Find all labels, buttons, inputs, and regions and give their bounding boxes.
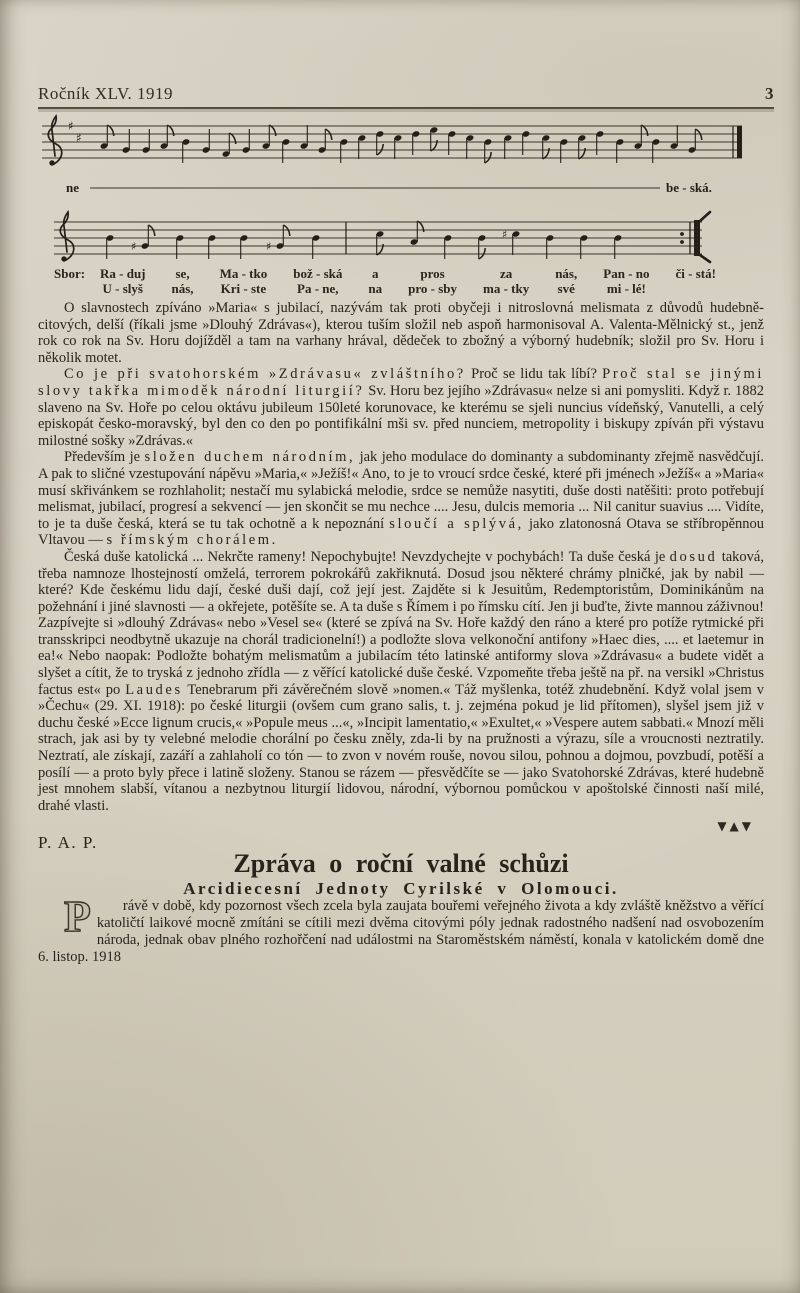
journal-volume-title: Ročník XLV. 1919 xyxy=(38,84,174,103)
choir-lyrics-block xyxy=(54,266,716,296)
choir-lyrics xyxy=(100,266,716,296)
body-text: taková, třeba namnoze lhostejností omželá, terrorem pokrokářů zakřiknutá. Dosud jsou některé chrámy plničké, jak by nabil — které? Kde českému lidu dají, české duši dají, což její jest. Zajděte si k Jesuitům, Redemptoristům, Dominikánům na požehnání i jiné slavnosti — a okřejete, potěšíte se. A ta duše s Římem i po římsku cítí. Jen ji buďte, živte mannou záživnou! Zazpívejte si »dlouhý Zdrávas« nebo »Vesel se« (které se zpívá na Sv. Hoře každý den ráno a které pro potíže rytmické při transskripci neodbytně ukazuje na chorál tradicionelní!) a podložte slova velkonoční antifony »Haec dies, .... et laetemur in ea!« Nebo naopak: Podložte bohatým melismatům a jubilacím této latinské antiformy slova »Zdrávasu« a budete vidět a slyšet a cítit, že to tryská z jednoho zřídla — z věřící katolické duše české. Vzpomeňte třeba ještě na př. na versikl »Christus factus est« po xyxy=(38,548,764,698)
svg-text:♯: ♯ xyxy=(266,240,272,253)
lyric-line-2: nás, xyxy=(171,281,194,296)
choir-label: Sbor: xyxy=(54,266,86,281)
lyric-line-2: na xyxy=(368,281,383,296)
lyric-column xyxy=(603,266,649,296)
article-paragraph xyxy=(38,449,764,549)
page-header xyxy=(38,84,774,109)
lyric-line-1: pros xyxy=(420,266,445,281)
emphasized-text: dosud xyxy=(669,548,718,565)
emphasized-text: složen duchem národním, xyxy=(144,449,356,466)
lyric-line-1: za xyxy=(499,266,513,281)
lyric-column xyxy=(675,266,715,296)
lyric-line-2: Pa - ne, xyxy=(297,281,339,296)
lyric-line-2: své xyxy=(557,281,575,296)
lyric-line-1: Ma - tko xyxy=(219,266,268,281)
lyric-line-1: či - stá! xyxy=(675,266,716,281)
body-text: jak jeho modulace do dominanty a subdominanty zřejmě nasvědčují. A pak to sličné vzestupování nápěvu »Maria,« »Ježíš!« Ano, to je to vroucí srdce české, které při jménech »Ježíš« a »Maria« musí skřivánkem se rozhlaholit; nestačí mu sylabická melodie, srdce se nemůže nasytiti, duše dosti natěšiti: proto potřebují melismat, jubilací, progresí a sekvencí — jen skončit se mu nechce .... Jesu, dulcis memoria ... Nil canitur suavius .... Vidíte, to je ta duše česká, která se tu tak ochotně a k nepoznání xyxy=(38,449,764,532)
lyric-column xyxy=(293,266,342,296)
emphasized-text: Proč stal se jinými slovy takřka mimoděk národní liturgií? xyxy=(38,366,765,399)
body-text: Především je xyxy=(64,449,145,466)
triangle-ornament-icon: ▼▲▼ xyxy=(717,819,754,834)
article-paragraph xyxy=(38,300,764,366)
lyric-line-1: nás, xyxy=(555,266,578,281)
lyric-line-1: a xyxy=(371,266,379,281)
svg-text:♯: ♯ xyxy=(68,119,74,133)
section-title: Zpráva o roční valné schůzi xyxy=(233,848,569,878)
lyric-column xyxy=(220,266,268,296)
page-number: 3 xyxy=(765,84,774,103)
body-text: Tenebrarum při závěrečném slově »nomen.« Táž myšlenka, totéž zhudebnění. Když volal jsem v »Čechu« (29. XI. 1918): po české liturgii (ovšem cum grano salis, t. j. zejména pokud je lid přítomen), slyšel jsem již v duchu české »Ecce lignum crucis,« »Popule meus ...«, »Incipit lamentatio,« »Exultet,« »Vespere autem sabbati.« Mnozí měli strach, jak asi by ty velebné melodie chorální po česku zněly, zda-li by na pružnosti a výrazu, síle a vroucnosti neztratily. Neztratí, ale získají, zazáří a zahlaholí co tón — to zvon v novém rouše, novou silou, pohnou a dojmou, povzbudí, potěší a posílí — a proto byly přece i latině složeny. Stanou se rázem — přesvědčíte se — jako Svatohorské Zdrávas, které hudebně jest mnohem slabší, vítanou a nezbytnou liturgií lidovou, národní, výbornou pomůckou v apoštolské činnosti naší milé, drahé vlasti. xyxy=(38,681,764,814)
body-text: Proč se lidu tak líbí? xyxy=(465,366,603,383)
body-text: O slavnostech zpíváno »Maria« s jubilací, nazývám tak proti obyčeji i nitroslovná melismata z důvodů hudebně-citových, delší (říkali jsme »Dlouhý Zdrávas«), kterou tuším složil neb aspoň harmonisoval A. Valenta-Mělnický st., jenž rok co rok na Sv. Horu dojížděl a tam na varhany hrával, dědeček to zbožný a výborný hudebník; složil pro Sv. Horu i několik motet. xyxy=(38,300,764,366)
svg-text:be - ská.: be - ská. xyxy=(666,180,712,195)
music-notation-block xyxy=(40,112,756,296)
lyric-line-1: bož - ská xyxy=(293,266,343,281)
lyric-line-1: Ra - duj xyxy=(100,266,146,281)
section-paragraph-text: rávě v době, kdy pozornost všech zcela byla zaujata bouřemi veřejného života a kdy zvláště kněžstvo a věřící katoličtí laikové mocně zmítáni se cítili mezi dvěma citovými póly jednak radostného nadšení nad osvobozením národa, jednak obav plného rozhořčení nad událostmi na Staroměstském náměstí, konala v katolickém domě dne 6. listop. 1918 xyxy=(38,897,764,966)
lyric-line-1: Pan - no xyxy=(603,266,650,281)
lyric-line-2: U - slyš xyxy=(102,281,143,296)
article-paragraph xyxy=(38,366,764,449)
body-text: Sv. Horu bez jejího »Zdrávasu« nelze si ani pomysliti. Když r. 1882 slaveno na Sv. Hoře po celou oktávu jubileum 150leté korunovace, ke kterému se sjeli nuncius vídeňský, Vanutelli, a celý episkopát česko-moravský, byl den co den po pontifikální mši sv. před nunciem, metropolity i biskupy zpíván při výstavu milostné sošky »Zdrávas.« xyxy=(38,382,764,449)
lyric-line-2: ma - tky xyxy=(482,281,530,296)
lyric-line-2: pro - sby xyxy=(408,281,457,296)
report-section xyxy=(38,848,764,967)
svg-text:ne: ne xyxy=(66,180,79,195)
article-paragraphs xyxy=(38,300,764,814)
section-paragraph xyxy=(38,891,764,967)
music-staff-lower xyxy=(40,208,756,264)
emphasized-text: s římským chorálem. xyxy=(106,532,278,549)
lyric-column xyxy=(172,266,194,296)
emphasized-text: sloučí a splývá, xyxy=(389,515,524,532)
svg-text:♯: ♯ xyxy=(131,240,137,253)
body-text: Česká duše katolická ... Nekrčte rameny! Nepochybujte! Nevzdychejte v pochybách! Ta duše česká je xyxy=(64,548,670,565)
svg-text:♯: ♯ xyxy=(502,228,508,241)
lyric-line-2: Kri - ste xyxy=(220,281,267,296)
lyric-column xyxy=(100,266,146,296)
section-subtitle: Arcidiecesní Jednoty Cyrilské v Olomouci. xyxy=(183,879,619,899)
lyric-line-2: mi - lé! xyxy=(606,281,646,296)
lyric-column xyxy=(368,266,382,296)
lyric-column xyxy=(483,266,529,296)
svg-text:♯: ♯ xyxy=(76,131,82,145)
article-body xyxy=(38,300,764,967)
author-signature: P. A. P. xyxy=(38,833,98,852)
emphasized-text: Co je při svatohorském »Zdrávasu« zvláštního? xyxy=(64,366,466,383)
lyric-column xyxy=(555,266,577,296)
lyric-column xyxy=(408,266,457,296)
music-staff-upper xyxy=(40,112,756,208)
dropcap-initial: P xyxy=(64,891,91,941)
article-paragraph xyxy=(38,549,764,815)
emphasized-text: Laudes xyxy=(125,681,183,698)
body-text: jako zlatonosná Otava se stříbropěnnou Vltavou — xyxy=(38,515,765,549)
lyric-line-1: se, xyxy=(175,266,190,281)
